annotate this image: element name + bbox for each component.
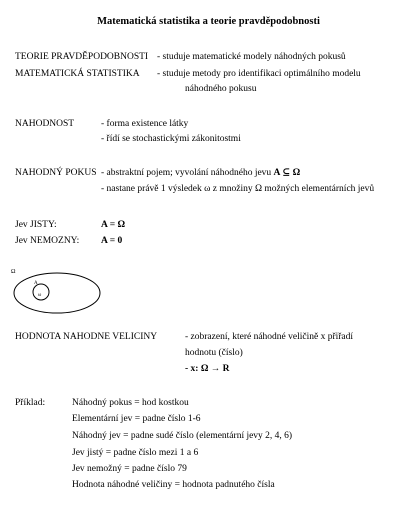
desc-statistika-cont: náhodného pokusu [185, 84, 257, 94]
priklad-line-1: Náhodný pokus = hod kostkou [72, 398, 189, 408]
term-pokus: NAHODNÝ POKUS [15, 168, 97, 178]
jev-nemozny-label: Jev NEMOZNY: [15, 236, 80, 246]
pokus-formula: A ⊆ Ω [273, 168, 301, 178]
hodnota-line-2: hodnotu (číslo) [185, 348, 243, 358]
priklad-line-5: Jev nemožný = padne číslo 79 [72, 464, 187, 474]
jev-jisty-formula: A = Ω [101, 220, 126, 230]
a-label: A [34, 281, 38, 286]
priklad-line-4: Jev jistý = padne číslo mezi 1 a 6 [72, 448, 199, 458]
hodnota-formula: - x: Ω → R [185, 364, 230, 374]
jev-jisty-label: Jev JISTY: [15, 220, 57, 230]
priklad-line-2: Elementární jev = padne číslo 1-6 [72, 414, 201, 424]
term-nahodnost: NAHODNOST [15, 119, 75, 129]
pokus-line-1 [101, 168, 300, 179]
venn-diagram [10, 265, 102, 317]
desc-teorie: - studuje matematické modely náhodných pokusů [157, 52, 346, 62]
term-teorie: TEORIE PRAVDĚPODOBNOSTI [15, 52, 149, 62]
desc-statistika: - studuje metody pro identifikaci optimálního modelu [157, 69, 361, 79]
omega-ellipse [14, 273, 100, 313]
nahodnost-line-1: - forma existence látky [101, 119, 189, 129]
nahodnost-line-2: - řídí se stochastickými zákonitostmi [101, 134, 241, 144]
priklad-label: Příklad: [15, 398, 46, 408]
pokus-line-2: - nastane právě 1 výsledek ω z množiny Ω možných elementárních jevů [101, 184, 375, 194]
term-statistika: MATEMATICKÁ STATISTIKA [15, 69, 140, 79]
pokus-line-1-text: - abstraktní pojem; vyvolání náhodného jevu [101, 168, 272, 178]
priklad-line-6: Hodnota náhodné veličiny = hodnota padnutého čísla [72, 480, 275, 490]
omega-label: Ω [11, 269, 16, 275]
term-hodnota: HODNOTA NAHODNE VELICINY [15, 332, 158, 342]
small-omega-label: ω [38, 293, 42, 298]
page-title: Matematická statistika a teorie pravděpodobnosti [97, 16, 320, 27]
hodnota-line-1: - zobrazení, které náhodné veličině x přiřadí [185, 332, 354, 342]
priklad-line-3: Náhodný jev = padne sudé číslo (elementární jevy 2, 4, 6) [72, 431, 293, 441]
jev-nemozny-formula: A = 0 [101, 236, 123, 246]
